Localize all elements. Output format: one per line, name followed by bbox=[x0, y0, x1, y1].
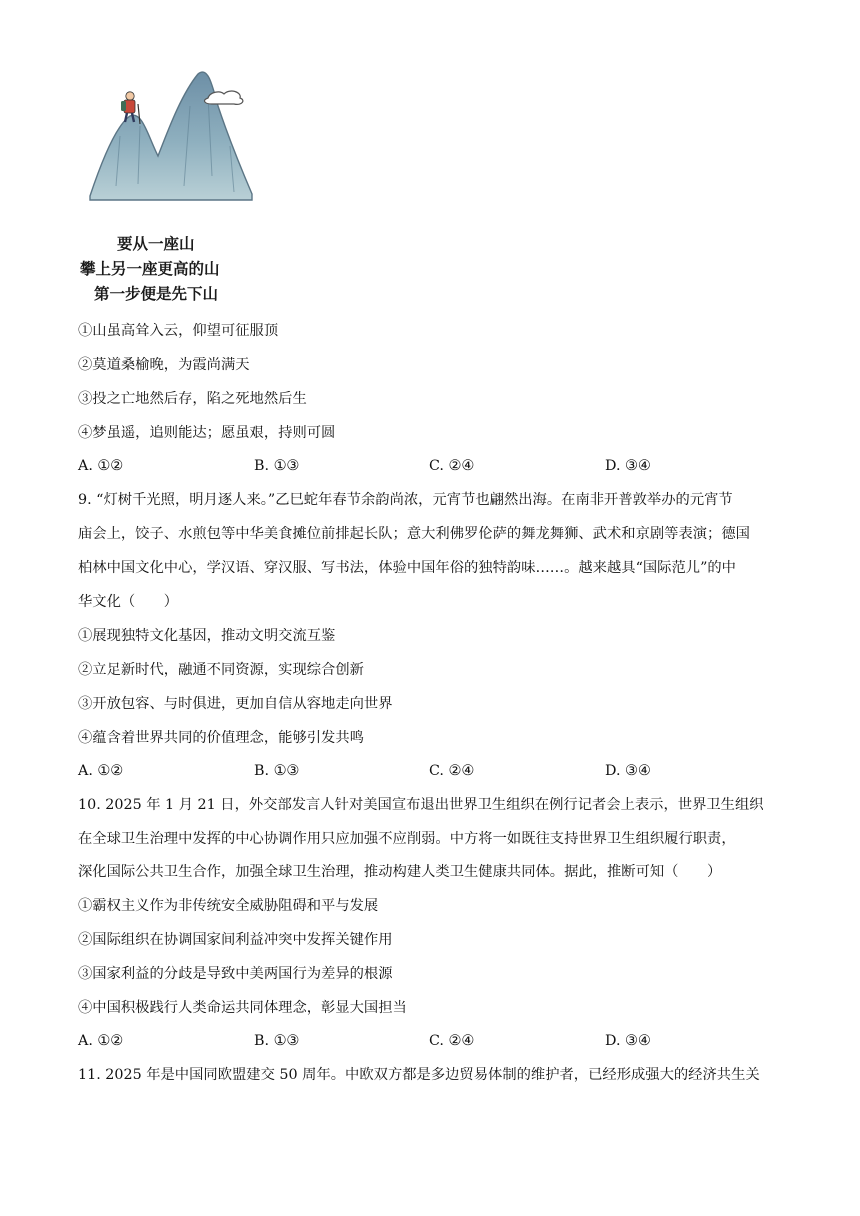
caption-line: 攀上另一座更高的山 bbox=[80, 260, 220, 278]
caption-line: 第一步便是先下山 bbox=[94, 285, 219, 303]
choice-d[interactable]: D. ③④ bbox=[605, 763, 651, 779]
q9-statement-1: ①展现独特文化基因，推动文明交流互鉴 bbox=[78, 628, 336, 644]
q8-statement-4: ④梦虽遥，追则能达；愿虽艰，持则可圆 bbox=[78, 425, 336, 441]
q9-stem-line: 9. “灯树千光照，明月逐人来。”乙巳蛇年春节余韵尚浓，元宵节也翩然出海。在南非开普敦举办的元宵节 bbox=[78, 492, 733, 508]
q10-statement-1: ①霸权主义作为非传统安全威胁阻碍和平与发展 bbox=[78, 898, 379, 914]
q8-statement-1: ①山虽高耸入云，仰望可征服顶 bbox=[78, 323, 279, 339]
q9-choices bbox=[78, 761, 778, 781]
q9-statement-3: ③开放包容、与时俱进，更加自信从容地走向世界 bbox=[78, 696, 393, 712]
q10-stem-line: 10. 2025 年 1 月 21 日，外交部发言人针对美国宣布退出世界卫生组织在例行记者会上表示，世界卫生组织 bbox=[78, 797, 764, 813]
q9-statement-2: ②立足新时代，融通不同资源，实现综合创新 bbox=[78, 662, 364, 678]
choice-d[interactable]: D. ③④ bbox=[605, 1033, 651, 1049]
q8-choices bbox=[78, 456, 778, 476]
choice-b[interactable]: B. ①③ bbox=[254, 1033, 300, 1049]
q11-stem-line: 11. 2025 年是中国同欧盟建交 50 周年。中欧双方都是多边贸易体制的维护者，已经形成强大的经济共生关 bbox=[78, 1067, 760, 1083]
choice-d[interactable]: D. ③④ bbox=[605, 458, 651, 474]
q10-statement-4: ④中国积极践行人类命运共同体理念，彰显大国担当 bbox=[78, 1000, 407, 1016]
q10-choices bbox=[78, 1031, 778, 1051]
q9-stem-line: 柏林中国文化中心，学汉语、穿汉服、写书法，体验中国年俗的独特韵味……。越来越具“国际范儿”的中 bbox=[78, 560, 736, 576]
q9-stem-line: 庙会上，饺子、水煎包等中华美食摊位前排起长队；意大利佛罗伦萨的舞龙舞狮、武术和京剧等表演；德国 bbox=[78, 526, 750, 542]
mountain-hiker-illustration bbox=[80, 66, 260, 246]
q8-statement-3: ③投之亡地然后存，陷之死地然后生 bbox=[78, 391, 307, 407]
choice-a[interactable]: A. ①② bbox=[78, 458, 124, 474]
q10-statement-2: ②国际组织在协调国家间利益冲突中发挥关键作用 bbox=[78, 932, 393, 948]
choice-c[interactable]: C. ②④ bbox=[429, 1033, 475, 1049]
illustration-caption bbox=[80, 232, 280, 307]
q10-statement-3: ③国家利益的分歧是导致中美两国行为差异的根源 bbox=[78, 966, 393, 982]
q10-stem-line: 在全球卫生治理中发挥的中心协调作用只应加强不应削弱。中方将一如既往支持世界卫生组织履行职责， bbox=[78, 831, 736, 847]
choice-a[interactable]: A. ①② bbox=[78, 1033, 124, 1049]
choice-b[interactable]: B. ①③ bbox=[254, 458, 300, 474]
choice-c[interactable]: C. ②④ bbox=[429, 763, 475, 779]
choice-b[interactable]: B. ①③ bbox=[254, 763, 300, 779]
caption-line: 要从一座山 bbox=[117, 235, 195, 253]
q10-stem-line: 深化国际公共卫生合作，加强全球卫生治理，推动构建人类卫生健康共同体。据此，推断可知（ ） bbox=[78, 864, 722, 880]
choice-a[interactable]: A. ①② bbox=[78, 763, 124, 779]
q9-stem-line: 华文化（ ） bbox=[78, 594, 179, 610]
q8-statement-2: ②莫道桑榆晚，为霞尚满天 bbox=[78, 357, 250, 373]
q9-statement-4: ④蕴含着世界共同的价值理念，能够引发共鸣 bbox=[78, 730, 364, 746]
choice-c[interactable]: C. ②④ bbox=[429, 458, 475, 474]
